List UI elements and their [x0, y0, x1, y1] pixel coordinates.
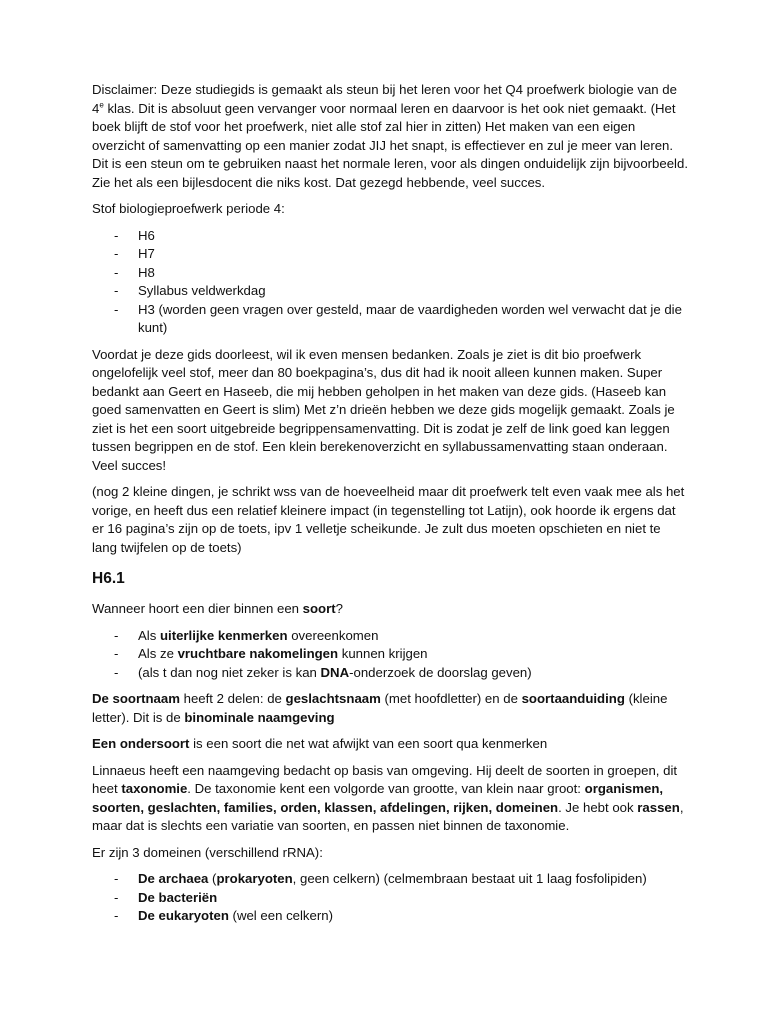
linnaeus-paragraph: Linnaeus heeft een naamgeving bedacht op basis van omgeving. Hij deelt de soorten in groepen, dit heet taxonomie. De taxonomie kent een volgorde van grootte, van klein naar groot: organismen, soorten, geslachten, families, orden, klassen, afdelingen, rijken, domeinen. Je hebt ook rassen, maar dat is slechts een variatie van soorten, en passen niet binnen de taxonomie. — [92, 762, 684, 833]
list-item: - H8 — [92, 264, 688, 283]
soort-question: Wanneer hoort een dier binnen een soort? — [92, 601, 343, 616]
ondersoort-paragraph: Een ondersoort is een soort die net wat afwijkt van een soort qua kenmerken — [92, 736, 548, 751]
list-item: - De eukaryoten (wel een celkern) — [92, 907, 688, 926]
list-item: - Als uiterlijke kenmerken overeenkomen — [92, 627, 688, 646]
disclaimer-paragraph: Disclaimer: Deze studiegids is gemaakt als steun bij het leren voor het Q4 proefwerk biologie van de 4e klas. Dit is absoluut geen vervanger voor normaal leren en daarvoor is het ook niet gemaakt. (Het boek blijft de stof voor het proefwerk, niet alle stof zal hier in zitten) Het maken van een eigen overzicht of samenvatting op een manier zodat JIJ het snapt, is effectiever en zul je meer van leren. Dit is een steun om te gebruiken naast het normale leren, voor als dingen onduidelijk zijn bijvoorbeeld. Zie het als een bijlesdocent die niks kost. Dat gezegd hebbende, veel succes. — [92, 82, 688, 190]
note-paragraph: (nog 2 kleine dingen, je schrikt wss van de hoeveelheid maar dit proefwerk telt even vaak mee als het vorige, en heeft dus een relatief kleinere impact (in tegenstelling tot Latijn), ook hoorde ik ergens dat er 16 pagina’s zijn op de toets, ipv 1 velletje scheikunde. Je zult dus moeten opschieten en niet te lang twijfelen op de toets) — [92, 484, 685, 555]
section-title: H6.1 — [92, 570, 125, 587]
list-item: - H3 (worden geen vragen over gesteld, maar de vaardigheden worden wel verwacht dat je die kunt) — [92, 301, 688, 338]
stof-list — [92, 227, 688, 338]
domeinen-list — [92, 870, 688, 926]
list-item: - De bacteriën — [92, 889, 688, 908]
list-item: - H7 — [92, 245, 688, 264]
stof-heading: Stof biologieproefwerk periode 4: — [92, 201, 285, 216]
soort-list — [92, 627, 688, 683]
thanks-paragraph: Voordat je deze gids doorleest, wil ik even mensen bedanken. Zoals je ziet is dit bio proefwerk ongelofelijk veel stof, meer dan 80 boekpagina’s, dus dit had ik nooit alleen kunnen maken. Super bedankt aan Geert en Haseeb, die mij hebben geholpen in het maken van deze gids. (Haseeb kan goed samenvatten en Geert is slim) Met z’n drieën hebben we deze gids mogelijk gemaakt. Zoals je ziet is het een soort uitgebreide begrippensamenvatting. Dit is zodat je zelf de link goed kan leggen tussen begrippen en de stof. Een klein berekenoverzicht en syllabussamenvatting staan onderaan. Veel succes! — [92, 346, 675, 473]
domeinen-heading: Er zijn 3 domeinen (verschillend rRNA): — [92, 844, 323, 860]
soortnaam-paragraph: De soortnaam heeft 2 delen: de geslachtsnaam (met hoofdletter) en de soortaanduiding (kleine letter). Dit is de binominale naamgeving — [92, 691, 668, 725]
list-item: - (als t dan nog niet zeker is kan DNA-onderzoek de doorslag geven) — [92, 664, 688, 683]
list-item: - Syllabus veldwerkdag — [92, 282, 688, 301]
list-item: - H6 — [92, 227, 688, 246]
list-item: - De archaea (prokaryoten, geen celkern) (celmembraan bestaat uit 1 laag fosfolipiden) — [92, 870, 688, 889]
list-item: - Als ze vruchtbare nakomelingen kunnen krijgen — [92, 645, 688, 664]
